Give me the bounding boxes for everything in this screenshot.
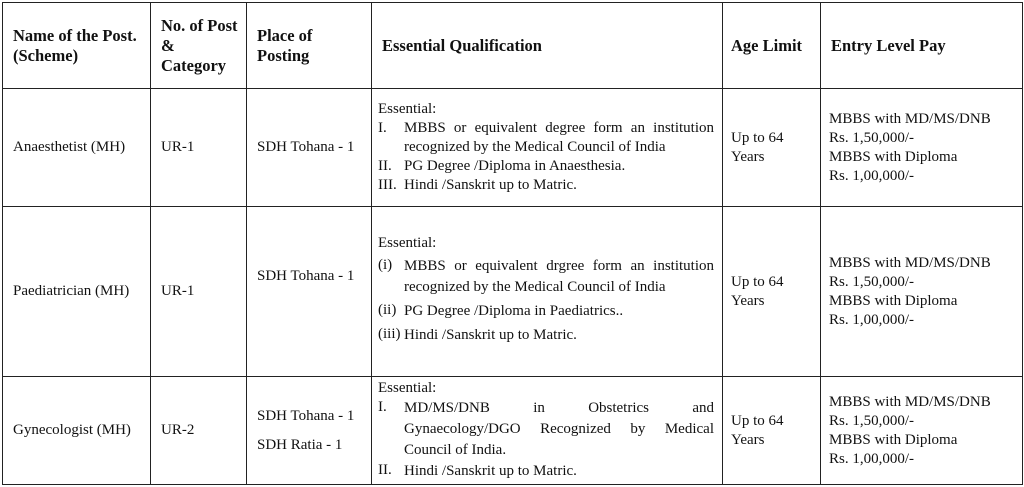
pay-line: Rs. 1,00,000/- (829, 450, 915, 467)
place-of-posting (247, 89, 372, 207)
qualification-text: PG Degree /Diploma in Paediatrics.. (404, 303, 624, 319)
table-header-row (3, 3, 1023, 89)
place-of-posting (247, 377, 372, 485)
entry-pay (821, 377, 1023, 485)
qualification-title: Essential: (378, 380, 437, 396)
header-pay: Entry Level Pay (821, 3, 1023, 89)
qualification-text: Hindi /Sanskrit up to Matric. (404, 327, 577, 343)
post-category: UR-1 (151, 89, 247, 207)
entry-pay (821, 89, 1023, 207)
age-limit (723, 377, 821, 485)
qualification-text: Hindi /Sanskrit up to Matric. (404, 177, 577, 193)
qualification-text: MD/MS/DNB in Obstetrics and Gynaecology/DGO Recognized by Medical Council of India. (404, 400, 714, 458)
qualification-num: (ii) (378, 302, 397, 318)
age-line: Up to 64 (731, 412, 784, 429)
pay-line: Rs. 1,00,000/- (829, 311, 915, 328)
qualification-item (378, 256, 714, 298)
post-name: Gynecologist (MH) (3, 377, 151, 485)
age-line: Years (731, 292, 765, 309)
qualification-item (378, 157, 714, 176)
table-row (3, 377, 1023, 485)
age-limit (723, 207, 821, 377)
qualification-item (378, 398, 714, 461)
qualification-item (378, 461, 714, 482)
qualification-item (378, 325, 714, 346)
place-item: SDH Tohana - 1 (257, 407, 355, 424)
age-line: Up to 64 (731, 129, 784, 146)
qualification-title: Essential: (378, 235, 437, 251)
qualification-num: II. (378, 158, 392, 174)
post-name: Paediatrician (MH) (3, 207, 151, 377)
pay-line: MBBS with Diploma (829, 292, 958, 309)
place-item: SDH Tohana - 1 (257, 268, 355, 284)
table-row (3, 89, 1023, 207)
place-item: SDH Ratia - 1 (257, 436, 343, 453)
qualification-item (378, 119, 714, 157)
qualification-text: MBBS or equivalent degree form an institution recognized by the Medical Council of India (404, 120, 714, 155)
pay-line: Rs. 1,50,000/- (829, 129, 915, 146)
place-item: SDH Tohana - 1 (257, 139, 355, 155)
qualification-num: II. (378, 462, 392, 478)
pay-line: MBBS with Diploma (829, 148, 958, 165)
qualification-title: Essential: (378, 101, 437, 117)
post-category: UR-2 (151, 377, 247, 485)
qualification-num: III. (378, 177, 397, 193)
entry-pay (821, 207, 1023, 377)
qualification-num: I. (378, 120, 387, 136)
header-age: Age Limit (723, 3, 821, 89)
age-line: Years (731, 431, 765, 448)
table-row (3, 207, 1023, 377)
qualification-text: PG Degree /Diploma in Anaesthesia. (404, 158, 626, 174)
post-name: Anaesthetist (MH) (3, 89, 151, 207)
place-of-posting (247, 207, 372, 377)
qualification-item (378, 301, 714, 322)
qualification (372, 377, 723, 485)
pay-line: MBBS with MD/MS/DNB (829, 254, 991, 271)
qualification (372, 89, 723, 207)
pay-line: Rs. 1,50,000/- (829, 412, 915, 429)
pay-line: MBBS with Diploma (829, 431, 958, 448)
qualification-num: (iii) (378, 326, 401, 342)
post-category: UR-1 (151, 207, 247, 377)
qualification-item (378, 176, 714, 195)
header-num-post: No. of Post & Category (151, 3, 247, 89)
qualification-text: MBBS or equivalent drgree form an institution recognized by the Medical Council of India (404, 258, 714, 295)
pay-line: Rs. 1,00,000/- (829, 167, 915, 184)
pay-line: MBBS with MD/MS/DNB (829, 393, 991, 410)
qualification (372, 207, 723, 377)
header-qualification: Essential Qualification (372, 3, 723, 89)
age-line: Years (731, 148, 765, 165)
age-line: Up to 64 (731, 273, 784, 290)
age-limit (723, 89, 821, 207)
qualification-text: Hindi /Sanskrit up to Matric. (404, 463, 577, 479)
header-post: Name of the Post.(Scheme) (3, 3, 151, 89)
pay-line: Rs. 1,50,000/- (829, 273, 915, 290)
qualification-num: I. (378, 399, 387, 415)
header-place: Place of Posting (247, 3, 372, 89)
pay-line: MBBS with MD/MS/DNB (829, 110, 991, 127)
posts-table (2, 2, 1023, 485)
qualification-num: (i) (378, 257, 393, 273)
